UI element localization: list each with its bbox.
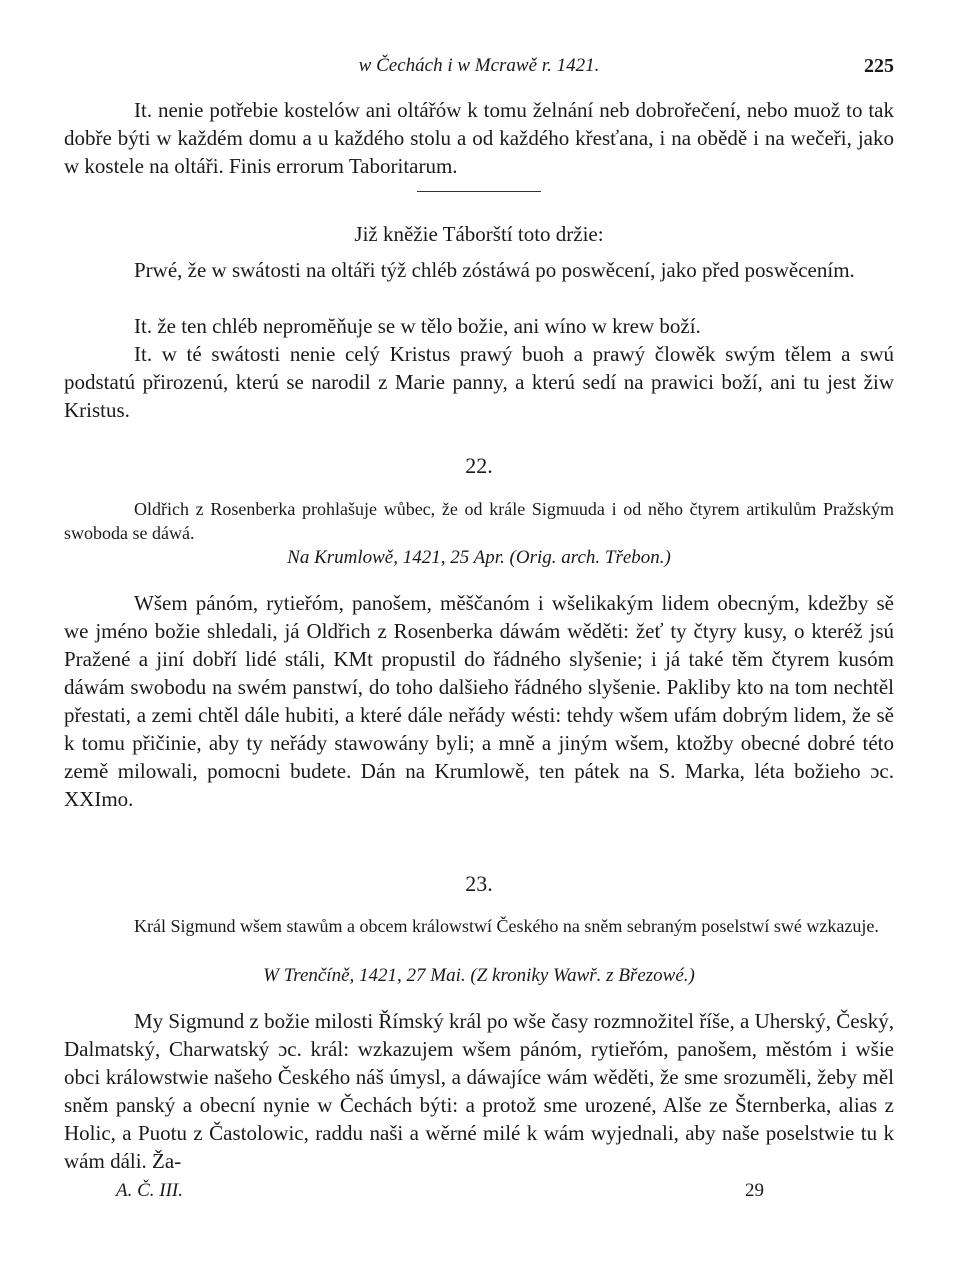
block-errors: [64, 96, 894, 180]
separator-wrap: [64, 191, 894, 192]
doc22-summary-wrap: [64, 497, 894, 545]
page-number: 225: [864, 55, 894, 77]
doc23-summary-wrap: [64, 914, 894, 938]
signature-mark: A. Č. III.: [116, 1180, 184, 1201]
tenet-item-3: It. w té swátosti nenie celý Kristus prawý buoh a prawý člowěk swým tělem a swú podstatú přirozenú, kterú se narodil z Marie panny, a kterú sedí na prawici boží, ani tu jest žiw Kristus.: [64, 342, 894, 422]
doc22-source-wrap: [64, 545, 894, 571]
running-title: w Čechách i w Mcrawě r. 1421.: [358, 55, 600, 76]
document-text-22: Wšem pánóm, rytieřóm, panošem, měščanóm i wšelikakým lidem obecným, kdežby sě we jméno božie shledali, já Oldřich z Rosenberka dáwám wěděti: žeť ty čtyry kusy, o kteréž jsú Pražené a jiní dobří lidé stáli, KMt propustil do řádného slyšenie; i já také těm čtyrem kusóm dáwám swobodu na swém panstwí, do toho dalšieho řádného slyšenie. Pakliby kto na tom nechtěl přestati, a zemi chtěl dále hubiti, a které dále neřády wésti: tehdy wšem ufám dobrým lidem, že sě k tomu přičinie, aby ty neřády stawowány byli; a mně a jiným wšem, ktožby obecné dobré této země milowali, pomocni budete. Dán na Krumlowě, ten pátek na S. Marka, léta božieho ɔc. XXImo.: [64, 591, 894, 811]
document-summary-23: Král Sigmund wšem stawům a obcem králowstwí Českého na sněm sebraným poselstwí swé wzkazuje.: [134, 916, 879, 936]
document-23: [64, 870, 894, 898]
document-text-23: My Sigmund z božie milosti Římský král po wše časy rozmnožitel říše, a Uherský, Český, Dalmatský, Charwatský ɔc. král: wzkazujem wšem pánóm, rytieřóm, panošem, městóm i wšie obci králowstwie našeho Českého náš úmysl, a dáwajíce wám wěděti, že sme srozuměli, žeby měl sněm panský a obecní nynie w Čechách býti: a protož sme urozené, Alše ze Šternberka, alias z Holic, a Puotu z Častolowic, raddu naši a wěrné milé k wám wyjednali, aby naše poselstwie tu k wám dáli. Ža-: [64, 1009, 894, 1173]
tenets-heading: Již kněžie Táborští toto držie:: [354, 222, 604, 246]
document-22: [64, 452, 894, 480]
document-number-23: 23.: [465, 871, 493, 896]
tenet-item-1: Prwé, že w swátosti na oltáři týž chléb zóstáwá po poswěcení, jako před poswěcením.: [134, 258, 855, 282]
document-summary-22: Oldřich z Rosenberka prohlašuje wůbec, že od krále Sigmuuda i od něho čtyrem artikulům Pražským swoboda se dáwá.: [64, 499, 894, 543]
running-header: [64, 55, 894, 85]
tenets-list: [64, 256, 894, 284]
doc22-text-wrap: [64, 589, 894, 813]
block-tenets: [64, 220, 894, 248]
document-source-23: W Trenčíně, 1421, 27 Mai. (Z kroniky Wawř. z Březowé.): [263, 965, 695, 986]
paragraph-errors: It. nenie potřebie kostelów ani oltářów k tomu želnání neb dobrořečení, nebo muož to tak dobře býti w každém domu a u každého stolu a od každého křesťana, i na obědě i na wečeři, jako w kostele na oltáři. Finis errorum Taboritarum.: [64, 98, 894, 178]
document-source-22: Na Krumlowě, 1421, 25 Apr. (Orig. arch. Třebon.): [287, 547, 671, 568]
tenet-item-2: It. že ten chléb nepromĕňuje se w tělo božie, ani wíno w krew boží.: [134, 314, 701, 338]
doc23-source-wrap: [64, 963, 894, 989]
document-number-22: 22.: [465, 453, 493, 478]
separator-rule: [417, 191, 541, 192]
tenet-wrap-3: [64, 340, 894, 424]
tenet-wrap-2: [64, 312, 894, 340]
sheet-number: 29: [745, 1180, 764, 1201]
doc23-text-wrap: [64, 1007, 894, 1175]
